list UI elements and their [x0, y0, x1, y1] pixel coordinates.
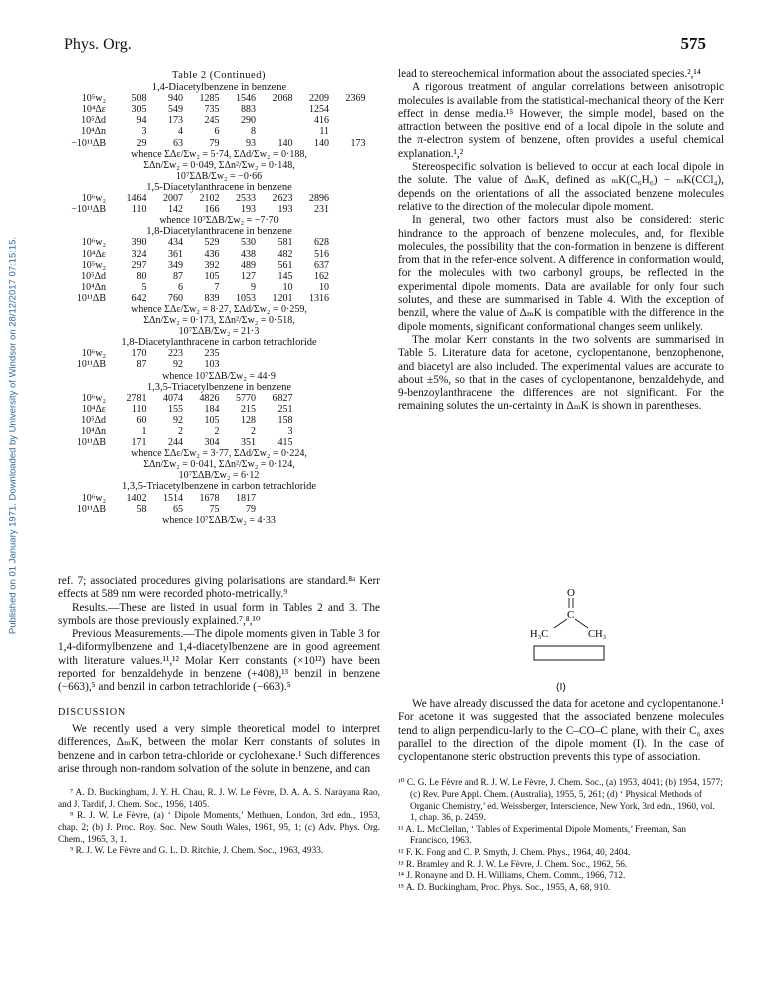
table-cell: 6 — [214, 126, 220, 138]
table-row — [58, 237, 380, 248]
table-cell: 940 — [168, 93, 183, 105]
table-cell: 2623 — [272, 193, 293, 205]
table-cell: 349 — [168, 259, 183, 271]
table-cell: 883 — [241, 104, 256, 116]
row-label: 10⁴Δn — [81, 281, 106, 293]
table-cell: 297 — [131, 259, 147, 271]
oxygen-atom: O — [567, 587, 575, 599]
table-equation: whence 10⁷ΣΔB/Σw₂ = 44·9 — [162, 370, 276, 382]
table-cell: 2533 — [236, 193, 256, 205]
table-cell: 171 — [131, 437, 147, 449]
table-cell: 231 — [314, 204, 329, 216]
table-cell: 105 — [204, 270, 220, 282]
table-row — [58, 260, 380, 271]
table-cell: 2068 — [272, 93, 293, 105]
table-cell — [293, 504, 330, 515]
journal-header: Phys. Org. — [64, 36, 132, 53]
data-table — [58, 70, 380, 526]
table-cell: 438 — [241, 248, 256, 260]
table-cell: 87 — [136, 359, 147, 371]
table-cell: 215 — [241, 403, 256, 415]
table-row — [58, 504, 380, 515]
row-label: 10⁶w₂ — [81, 193, 106, 205]
table-row — [58, 138, 380, 149]
table-cell: 1285 — [199, 93, 220, 105]
table-cell: 351 — [241, 437, 256, 449]
row-label: 10⁶w₂ — [81, 492, 106, 504]
paragraph: The molar Kerr constants in the two solvents are summarised in Table 5. Literature data for acetone, cyclopentanone, benzophenone, and biacetyl are also included. The experimental values are accurate to about ±5%, so that in the cases of cyclopentanone, benzaldehyde, and 9-benzoylanthracene the differences are not significant. For the remaining solutes the un-certainty in ΔₘK is shown in parentheses. — [398, 333, 724, 413]
table-cell: 140 — [314, 137, 329, 149]
table-cell: 103 — [204, 359, 220, 371]
table-section-heading: 1,5-Diacetylanthracene in benzene — [146, 181, 292, 193]
table-title: Table 2 (Continued) — [172, 70, 266, 81]
table-cell: 2007 — [163, 193, 183, 205]
table-cell — [329, 348, 366, 359]
table-cell — [329, 115, 366, 126]
paragraph: In general, two other factors must also be considered: steric hindrance to the approach of benzene molecules, and, for flexible molecules, the possibility that the con-formation in benzene is different from that in the refer-ence solvent. A difference in conformation would, for the molecules with two carbonyl groups, be reflected in the experimental dipole moments. Data are available for only four such solutes, and these are summarised in Table 4. With the exception of benzil, where the value of ΔₘK is compatible with the difference in the dipole moments, significant conformational changes seem unlikely. — [398, 214, 724, 333]
table-cell: 530 — [241, 237, 256, 249]
table-cell: 436 — [204, 248, 220, 260]
table-cell — [220, 348, 257, 359]
table-cell: 158 — [277, 414, 293, 426]
table-cell: 94 — [136, 115, 147, 127]
table-cell — [329, 504, 366, 515]
footnote: ¹² F. K. Fong and C. P. Smyth, J. Chem. Phys., 1964, 40, 2404. — [398, 848, 631, 859]
table-cell — [256, 104, 293, 115]
table-cell: 4 — [178, 126, 183, 138]
table-equation: 10⁷ΣΔB/Σw₂ = 21·3 — [178, 326, 260, 338]
table-cell: 65 — [173, 503, 183, 515]
table-row — [58, 93, 380, 104]
table-row — [58, 204, 380, 215]
left-column-body — [58, 575, 380, 858]
table-cell: 170 — [131, 348, 147, 360]
table-cell: 251 — [277, 403, 293, 415]
carbon-atom: C — [567, 609, 575, 621]
table-cell: 529 — [204, 237, 220, 249]
table-cell: 2 — [251, 426, 256, 437]
table-cell: 5770 — [236, 392, 256, 404]
table-cell: 6 — [178, 281, 183, 293]
table-row — [58, 115, 380, 126]
paragraph: We have already discussed the data for acetone and cyclopentanone.¹ For acetone it was suggested that the associated benzene molecules tend to align perpendicu-larly to the C–CO–C plane, with their C₆ axes parallel to the direction of the dipole moment (I). In the case of cyclopentanone steric obstruction prevents this type of association. — [398, 698, 724, 764]
table-cell: 63 — [173, 137, 183, 149]
table-row — [58, 359, 380, 370]
table-cell: 9 — [251, 281, 256, 293]
methyl-right: CH₃ — [588, 629, 607, 640]
paragraph: Stereospecific solvation is believed to occur at each local dipole in the solute. The value of ΔₘK, defined as ₘK(C₆H₆) − ₘK(CCl₄), depends on the orientations of all the associated benzene molecules relative to the direction of the molecular dipole moment. — [398, 161, 724, 213]
table-cell — [329, 126, 366, 137]
table-cell — [329, 271, 366, 282]
table-cell: 304 — [204, 437, 220, 449]
table-cell: 2102 — [199, 193, 220, 205]
footnote: ⁷ A. D. Buckingham, J. Y. H. Chau, R. J. W. Le Fèvre, D. A. A. S. Narayana Rao, and J. Tardif, J. Chem. Soc., 1956, 1405. — [58, 788, 380, 810]
table-cell — [329, 437, 366, 448]
table-section-heading: 1,3,5-Triacetylbenzene in benzene — [146, 381, 292, 393]
table-cell: 1 — [141, 426, 147, 437]
table-row — [58, 104, 380, 115]
table-cell: 142 — [168, 204, 183, 216]
table-cell: 516 — [314, 248, 329, 260]
table-cell — [293, 359, 330, 370]
table-section-heading: 1,4-Diacetylbenzene in benzene — [151, 82, 287, 94]
table-cell: 581 — [277, 237, 293, 249]
table-row — [58, 193, 380, 204]
table-equation: ΣΔn/Σw₂ = 0·049, ΣΔn²/Σw₂ = 0·148, — [143, 159, 295, 171]
table-cell: 1053 — [236, 292, 256, 304]
footnote: ¹⁴ J. Ronayne and D. H. Williams, Chem. Comm., 1966, 712. — [398, 871, 626, 882]
table-equation: whence ΣΔε/Σw₂ = 8·27, ΣΔd/Σw₂ = 0·259, — [131, 303, 307, 315]
table-cell: 235 — [204, 348, 220, 360]
table-cell — [256, 504, 293, 515]
paragraph: Results.—These are listed in usual form in Tables 2 and 3. The symbols are those previously explained.⁷,⁸,¹⁰ — [58, 601, 380, 627]
right-column-top — [398, 68, 724, 414]
table-cell — [256, 493, 293, 504]
table-cell — [329, 493, 366, 504]
paragraph: We recently used a very simple theoretical model to interpret differences, ΔₘK, between the molar Kerr constants of solutes in benzene and in carbon tetra-chloride or cyclohexane.¹ Such differences arise through non-random solvation of the solute in benzene, and can — [58, 722, 380, 775]
table-cell: 628 — [314, 237, 329, 249]
table-cell: 87 — [173, 270, 183, 282]
methyl-left: H₃C — [530, 629, 549, 640]
table-cell: 735 — [204, 104, 220, 116]
table-cell — [329, 404, 366, 415]
table-cell: 508 — [131, 93, 147, 105]
table-cell: 127 — [241, 270, 256, 282]
table-cell: 415 — [277, 437, 293, 449]
table-cell: 244 — [168, 437, 183, 449]
table-cell: 2 — [178, 426, 183, 437]
table-cell: 10 — [282, 281, 293, 293]
section-heading: DISCUSSION — [58, 706, 127, 718]
table-cell: 324 — [131, 248, 147, 260]
table-section-heading: 1,8-Diacetylanthracene in benzene — [146, 226, 292, 238]
table-cell — [329, 359, 366, 370]
table-row — [58, 426, 380, 437]
table-cell: 184 — [204, 403, 220, 415]
table-cell — [293, 393, 330, 404]
table-cell: 1514 — [163, 492, 183, 504]
table-cell: 3 — [141, 126, 147, 138]
table-cell: 140 — [277, 137, 293, 149]
benzene-plane-rect — [534, 646, 604, 660]
table-cell: 80 — [136, 270, 147, 282]
table-cell: 58 — [136, 503, 147, 515]
table-cell: 92 — [173, 359, 183, 371]
table-equation: ΣΔn/Σw₂ = 0·173, ΣΔn²/Σw₂ = 0·518, — [143, 315, 295, 327]
table-row — [58, 293, 380, 304]
table-cell: 2369 — [345, 93, 366, 105]
table-cell — [329, 204, 366, 215]
table-cell: 1201 — [272, 292, 293, 304]
table-cell: 434 — [168, 237, 183, 249]
table-cell: 128 — [241, 414, 256, 426]
table-cell: 173 — [350, 137, 366, 149]
paragraph: lead to stereochemical information about the associated species.²,¹⁴ — [398, 68, 701, 80]
table-equation: 10⁷ΣΔB/Σw₂ = 6·12 — [178, 470, 260, 482]
table-cell: 7 — [214, 281, 220, 293]
table-row — [58, 348, 380, 359]
table-cell: 110 — [131, 403, 147, 415]
row-label: 10¹¹ΔB — [76, 437, 106, 449]
structure-drawing — [510, 586, 630, 670]
table-cell: 760 — [168, 292, 183, 304]
table-cell: 145 — [277, 270, 293, 282]
table-cell — [293, 493, 330, 504]
table-cell: 1817 — [236, 492, 256, 504]
table-cell: 79 — [246, 503, 256, 515]
table-cell: 4826 — [199, 392, 220, 404]
table-cell: 162 — [314, 270, 329, 282]
table-cell — [256, 348, 293, 359]
table-cell — [293, 426, 330, 437]
table-cell — [293, 437, 330, 448]
table-cell: 155 — [168, 403, 183, 415]
row-label: 10⁴Δn — [81, 126, 106, 138]
footnote: ⁹ R. J. W. Le Fèvre and G. L. D. Ritchie, J. Chem. Soc., 1963, 4933. — [70, 846, 324, 857]
table-cell: 4074 — [163, 392, 183, 404]
table-equation: whence 10⁷ΣΔB/Σw₂ = −7·70 — [159, 215, 279, 227]
row-label: 10¹¹ΔB — [76, 292, 106, 304]
table-cell: 290 — [241, 115, 256, 127]
table-row — [58, 404, 380, 415]
table-cell — [329, 282, 366, 293]
table-cell: 245 — [204, 115, 220, 127]
table-cell: 2209 — [309, 93, 329, 105]
footnote: ¹⁵ A. D. Buckingham, Proc. Phys. Soc., 1955, A, 68, 910. — [398, 882, 611, 893]
table-cell — [329, 249, 366, 260]
table-section-heading: 1,8-Diacetylanthracene in carbon tetrachloride — [121, 337, 317, 349]
table-cell: 105 — [204, 414, 220, 426]
table-cell — [293, 415, 330, 426]
table-cell: 392 — [204, 259, 220, 271]
table-cell: 166 — [204, 204, 220, 216]
table-cell: 110 — [131, 204, 147, 216]
table-row — [58, 437, 380, 448]
table-cell: 1678 — [199, 492, 220, 504]
paragraph: Previous Measurements.—The dipole moments given in Table 3 for 1,4-diformylbenzene and 1,4-diacetylbenzene are in good agreement with literature values.¹¹,¹² Molar Kerr constants (×10¹²) have been reported for benzaldehyde in benzene (+408),¹³ benzil in benzene (−663),⁵ and benzil in carbon tetrachloride (−663).⁵ — [58, 628, 380, 694]
row-label: 10⁵w₂ — [81, 259, 106, 271]
row-label: 10⁴Δε — [81, 403, 106, 415]
row-label: 10⁶w₂ — [81, 392, 106, 404]
table-cell — [256, 359, 293, 370]
table-row — [58, 282, 380, 293]
table-cell: 2896 — [309, 193, 329, 205]
table-cell: 416 — [314, 115, 329, 127]
row-label: 10⁵Δd — [81, 115, 106, 127]
table-cell: 642 — [131, 292, 147, 304]
row-label: 10⁵w₂ — [81, 93, 106, 105]
table-cell — [220, 359, 257, 370]
table-section-heading: 1,3,5-Triacetylbenzene in carbon tetrachloride — [121, 481, 317, 493]
table-cell — [256, 115, 293, 126]
row-label: 10⁶w₂ — [81, 237, 106, 249]
table-cell — [329, 260, 366, 271]
table-cell — [329, 393, 366, 404]
table-cell — [329, 415, 366, 426]
table-cell: 2 — [214, 426, 220, 437]
row-label: 10⁴Δε — [81, 248, 106, 260]
table-row — [58, 493, 380, 504]
table-cell: 5 — [141, 281, 147, 293]
table-cell: 2781 — [126, 392, 147, 404]
table-cell: 1464 — [126, 193, 147, 205]
table-cell: 3 — [287, 426, 293, 437]
table-row — [58, 271, 380, 282]
table-cell: 92 — [173, 414, 183, 426]
row-label: 10¹¹ΔB — [76, 359, 106, 371]
table-cell: 549 — [168, 104, 183, 116]
table-equation: whence ΣΔε/Σw₂ = 5·74, ΣΔd/Σw₂ = 0·188, — [131, 148, 307, 160]
row-label: −10¹¹ΔB — [71, 137, 106, 149]
footnote: ⁸ R. J. W. Le Fèvre, (a) ‘ Dipole Moments,’ Methuen, London, 3rd edn., 1953, chap. 2; (b) J. Proc. Roy. Soc. New South Wales, 1961, 95, 1; (c) Adv. Phys. Org. Chem., 1965, 3, 1. — [58, 811, 380, 845]
table-equation: whence ΣΔε/Σw₂ = 3·77, ΣΔd/Σw₂ = 0·224, — [131, 448, 307, 460]
row-label: 10¹¹ΔB — [76, 503, 106, 515]
row-label: 10⁶w₂ — [81, 348, 106, 360]
table-cell: 1546 — [236, 93, 256, 105]
table-cell — [293, 404, 330, 415]
table-cell: 29 — [136, 137, 147, 149]
table-cell: 93 — [246, 137, 256, 149]
table-cell: 390 — [131, 237, 147, 249]
paragraph: A rigorous treatment of angular correlations between anisotropic molecules is available from the statistical-mechanical theory of the Kerr effect in dense media.¹⁵ However, the simple model, based on the attraction between the positive end of a local dipole in the solute and the π-electron system of benzene, often provides a useful chemical explanation.¹,² — [398, 81, 724, 160]
row-label: 10⁴Δε — [81, 104, 106, 116]
table-cell: 193 — [241, 204, 256, 216]
structure-label: (I) — [556, 681, 566, 693]
table-cell: 305 — [131, 104, 147, 116]
table-cell: 561 — [277, 259, 293, 271]
row-label: 10⁴Δn — [81, 426, 106, 437]
table-equation: whence 10⁷ΣΔB/Σw₂ = 4·33 — [162, 514, 276, 526]
page-number: 575 — [680, 34, 706, 53]
table-cell: 193 — [277, 204, 293, 216]
table-cell — [329, 426, 366, 437]
table-cell: 79 — [209, 137, 220, 149]
footnote: ¹⁰ C. G. Le Fèvre and R. J. W. Le Fèvre, J. Chem. Soc., (a) 1953, 4041; (b) 1954, 1577; (c) Rev. Pure Appl. Chem. (Australia), 1955, 5, 261; (d) ‘ Physical Methods of Organic Chemistry,’ ed. Weissberger, Interscience, New York, 3rd edn., 1960, vol. 1, chap. 36, p. 2459. — [398, 778, 723, 824]
table-cell: 637 — [314, 259, 329, 271]
table-cell — [329, 293, 366, 304]
table-cell: 6827 — [272, 392, 293, 404]
table-cell: 223 — [168, 348, 183, 360]
table-row — [58, 415, 380, 426]
table-cell: 10 — [319, 281, 329, 293]
acetone-structure-diagram — [510, 586, 630, 670]
table-cell: 8 — [251, 126, 256, 138]
table-cell: 60 — [136, 414, 147, 426]
table-cell: 75 — [209, 503, 220, 515]
paragraph: ref. 7; associated procedures giving polarisations are standard.⁸ᵃ Kerr effects at 589 nm were recorded photo-metrically.⁹ — [58, 575, 380, 601]
footnote: ¹¹ A. L. McClellan, ‘ Tables of Experimental Dipole Moments,’ Freeman, San Francisco, 1963. — [398, 824, 687, 847]
table-cell: 489 — [241, 259, 256, 271]
row-label: 10⁵Δd — [81, 270, 106, 282]
table-cell — [329, 104, 366, 115]
table-row — [58, 249, 380, 260]
table-cell: 361 — [168, 248, 183, 260]
right-column-bottom — [398, 698, 724, 894]
table-cell — [329, 193, 366, 204]
table-equation: 10⁷ΣΔB/Σw₂ = −0·66 — [175, 170, 263, 182]
table-cell: 173 — [168, 115, 183, 127]
footnote: ¹³ R. Bramley and R. J. W. Le Fèvre, J. Chem. Soc., 1962, 56. — [398, 859, 628, 870]
table-row — [58, 126, 380, 137]
table-cell — [329, 237, 366, 248]
table-cell: 1254 — [309, 104, 329, 116]
row-label: 10⁵Δd — [81, 414, 106, 426]
table-equation: ΣΔn/Σw₂ = 0·041, ΣΔn²/Σw₂ = 0·124, — [143, 459, 295, 471]
table-row — [58, 393, 380, 404]
table-cell: 1316 — [309, 292, 329, 304]
row-label: −10¹¹ΔB — [71, 204, 106, 216]
table-cell — [293, 348, 330, 359]
table-cell: 839 — [204, 292, 220, 304]
table-cell: 1402 — [126, 492, 147, 504]
table-cell — [256, 126, 293, 137]
download-notice: Published on 01 January 1971. Downloaded by University of Windsor on 28/12/2017 07:15:15. — [7, 236, 19, 635]
table-cell: 482 — [277, 248, 293, 260]
table-cell: 11 — [319, 126, 329, 138]
